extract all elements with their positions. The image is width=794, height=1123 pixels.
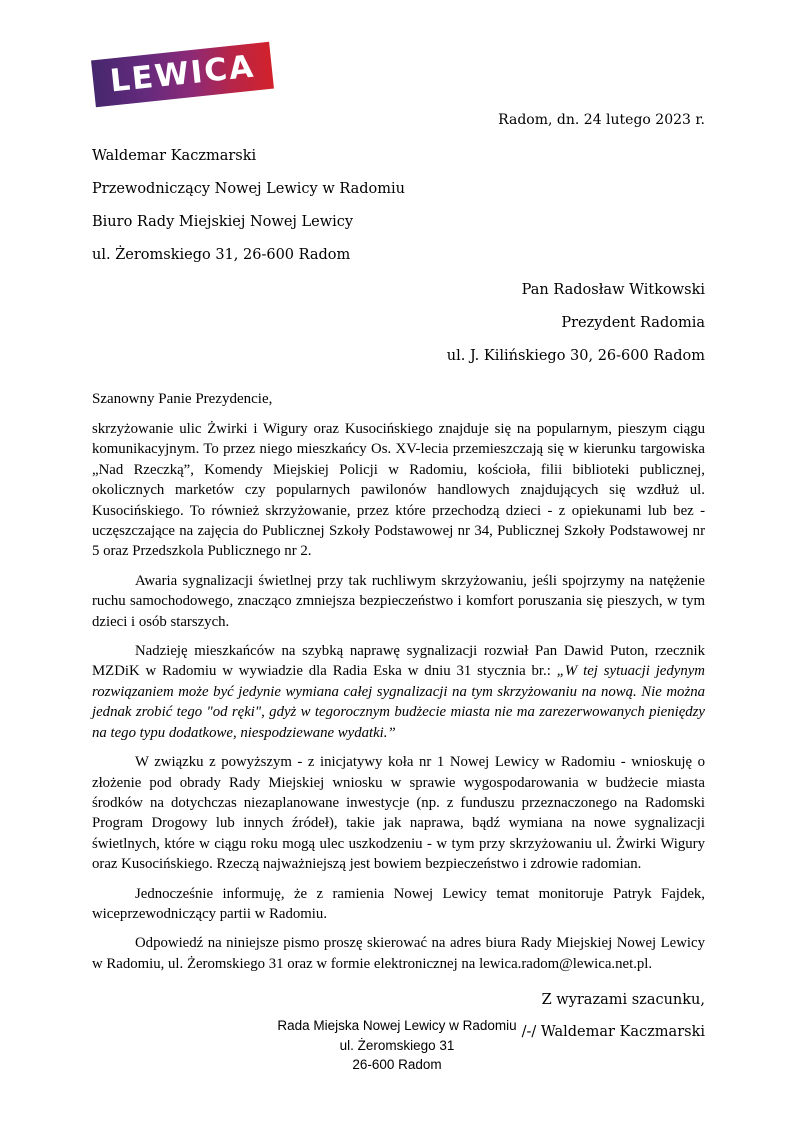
body-paragraph	[92, 933, 705, 974]
sender-line: Przewodniczący Nowej Lewicy w Radomiu	[92, 181, 405, 197]
body-paragraph	[92, 571, 705, 632]
paragraph-segment: Odpowiedź na niniejsze pismo proszę skierować na adres biura Rady Miejskiej Nowej Lewicy w Radomiu, ul. Żeromskiego 31 oraz w formie elektronicznej na lewica.radom@lewica.net.pl.	[92, 935, 705, 972]
letter-body	[92, 419, 705, 974]
footer-line: ul. Żeromskiego 31	[339, 1037, 455, 1053]
body-paragraph	[92, 419, 705, 562]
date-line: Radom, dn. 24 lutego 2023 r.	[498, 112, 705, 128]
recipient-block	[92, 274, 705, 373]
body-paragraph	[92, 884, 705, 925]
paragraph-segment: Awaria sygnalizacji świetlnej przy tak ruchliwym skrzyżowaniu, jeśli spojrzymy na natężenie ruchu samochodowego, znacząco zmniejsza bezpieczeństwo i komfort poruszania się pieszych, w tym dzieci i osób starszych.	[92, 572, 705, 630]
closing-line: Z wyrazami szacunku,	[541, 992, 705, 1009]
closing-line: /-/ Waldemar Kaczmarski	[521, 1024, 705, 1041]
recipient-line: Prezydent Radomia	[561, 315, 705, 331]
sender-line: ul. Żeromskiego 31, 26-600 Radom	[92, 247, 351, 263]
salutation: Szanowny Panie Prezydencie,	[92, 391, 273, 407]
paragraph-segment: skrzyżowanie ulic Żwirki i Wigury oraz Kusocińskiego znajduje się na popularnym, pieszym ciągu komunikacyjnym. To przez niego mieszkańcy Os. XV-lecia przemieszczają się w kierunku targowiska „Nad Rzeczką”, Komendy Miejskiej Policji w Radomiu, kościoła, filii biblioteki publicznej, okolicznych marketów czy popularnych pawilonów handlowych znajdujących się wzdłuż ul. Kusocińskiego. To również skrzyżowanie, przez które przechodzą dzieci - z opiekunami lub bez - uczęszczające na zajęcia do Publicznej Szkoły Podstawowej nr 34, Publicznej Szkoły Podstawowej nr 5 oraz Przedszkola Publicznego nr 2.	[92, 421, 705, 560]
sender-line: Waldemar Kaczmarski	[92, 148, 257, 164]
body-paragraph	[92, 752, 705, 874]
footer-address	[0, 1016, 794, 1075]
sender-block	[92, 140, 705, 272]
lewica-logo	[91, 42, 274, 107]
sender-line: Biuro Rady Miejskiej Nowej Lewicy	[92, 214, 354, 230]
letter-content	[92, 110, 705, 1048]
footer-line: Rada Miejska Nowej Lewicy w Radomiu	[277, 1018, 517, 1033]
recipient-line: Pan Radosław Witkowski	[521, 282, 705, 298]
paragraph-segment: Jednocześnie informuję, że z ramienia Nowej Lewicy temat monitoruje Patryk Fajdek, wiceprzewodniczący partii w Radomiu.	[92, 885, 705, 922]
footer-line: 26-600 Radom	[352, 1057, 442, 1072]
recipient-line: ul. J. Kilińskiego 30, 26-600 Radom	[446, 348, 705, 364]
paragraph-segment: W związku z powyższym - z inicjatywy koła nr 1 Nowej Lewicy w Radomiu - wnioskuję o złożenie pod obrady Rady Miejskiej wniosku w sprawie wygospodarowania w budżecie miasta środków na dotychczas niezaplanowane inwestycje (np. z funduszu przeznaczonego na Radomski Program Drogowy lub innych źródeł), takie jak naprawa, bądź wymiana na nowe sygnalizacji świetlnych, które w ciągu roku mogą ulec uszkodzeniu - w tym przy skrzyżowaniu ul. Żwirki Wigury oraz Kusocińskiego. Rzeczą najważniejszą jest bowiem bezpieczeństwo i zdrowie radomian.	[92, 754, 705, 873]
paragraph-segment: Nadzieję mieszkańców na szybką naprawę sygnalizacji rozwiał Pan Dawid Puton, rzecznik MZDiK w Radomiu w wywiadzie dla Radia Eska w dniu 31 stycznia br.:	[92, 643, 705, 680]
lewica-logo-text: LEWICA	[108, 48, 257, 100]
paragraph-segment: „W tej sytuacji jedynym rozwiązaniem może być jedynie wymiana całej sygnalizacji na tym skrzyżowaniu na nową. Nie można jednak zrobić tego "od ręki", gdyż w tegorocznym budżecie miasta nie ma zarezerwowanych pieniędzy na tego typu dodatkowe, niespodziewane wydatki.”	[92, 663, 705, 741]
body-paragraph	[92, 641, 705, 743]
